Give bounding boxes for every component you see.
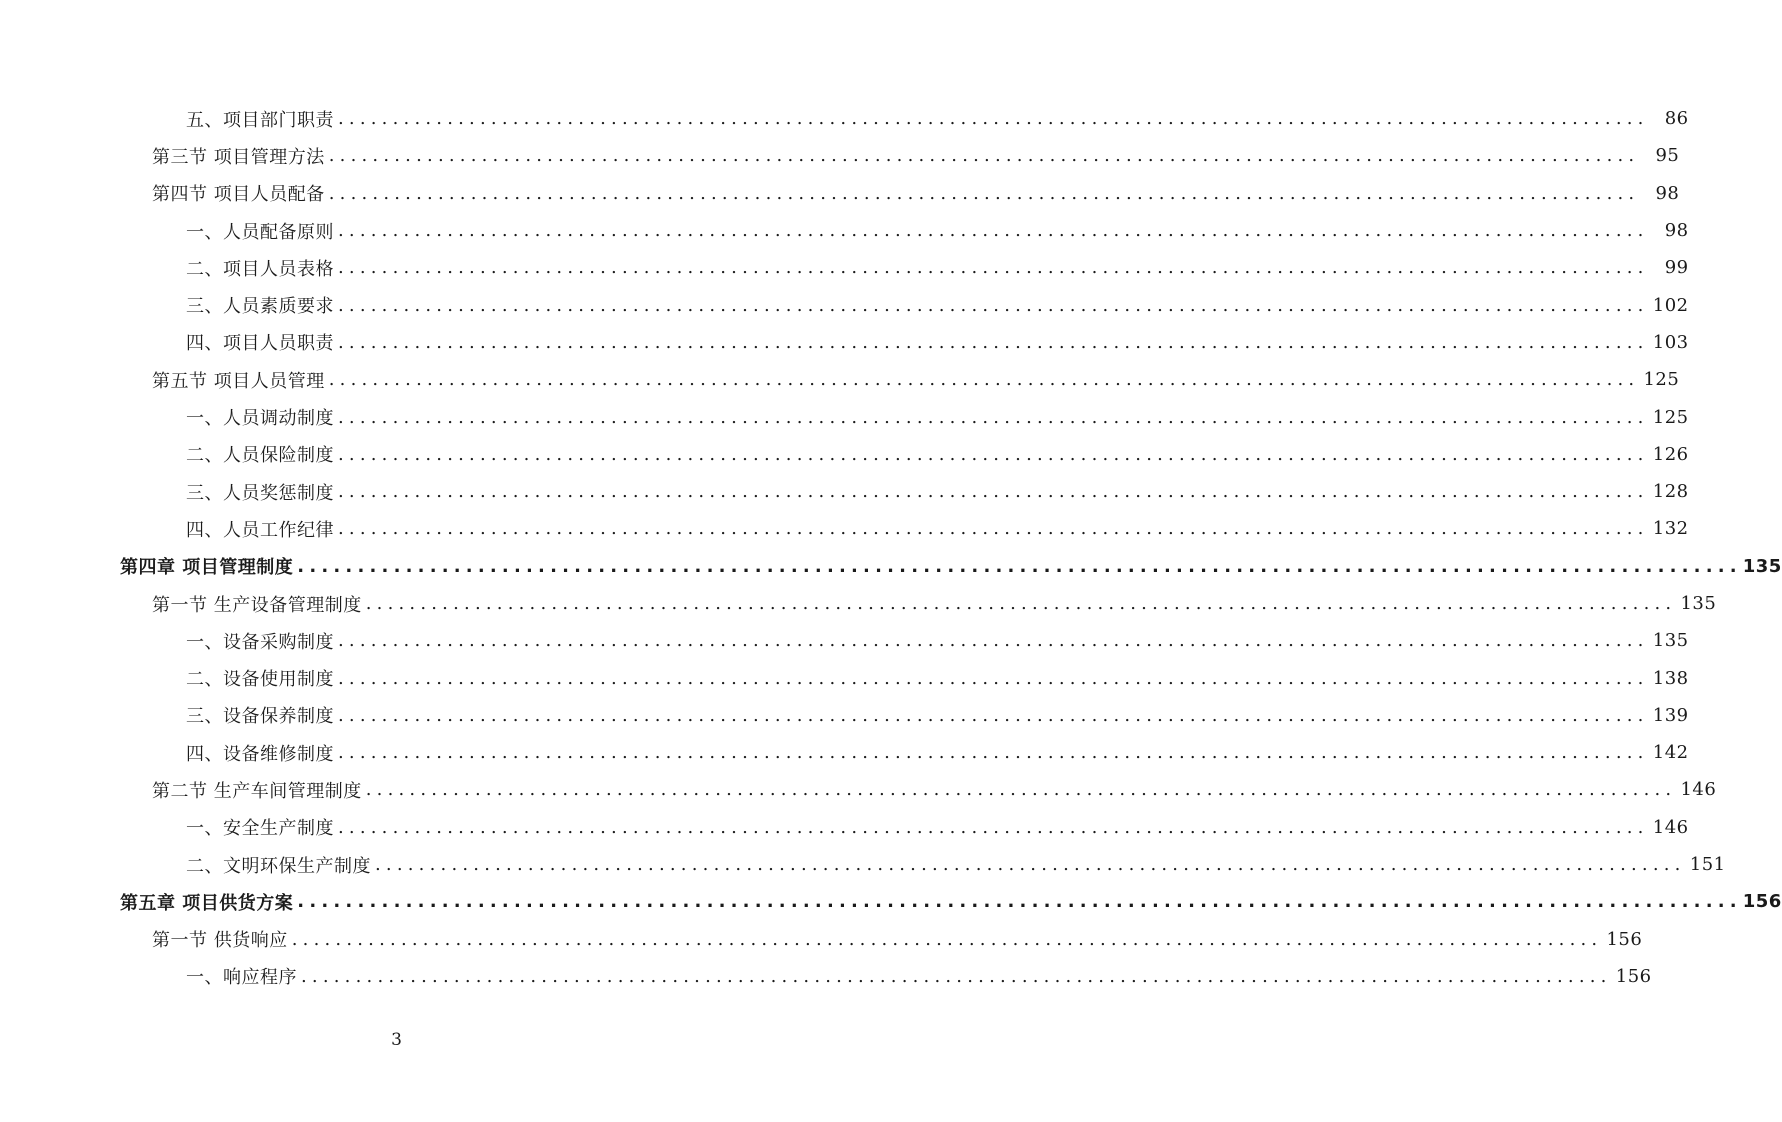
toc-entry-page: 86 [1664,108,1689,130]
toc-entry-title: 四、项目人员职责 [186,333,334,355]
toc-entry-title: 三、人员奖惩制度 [186,482,334,504]
page-number: 3 [391,1030,402,1050]
toc-entry-page: 98 [1664,220,1689,242]
toc-dot-leader: ........................................................................................................................ [328,369,1640,391]
toc-dot-leader: ........................................................................................................................ [338,294,1649,316]
toc-entry-page: 135 [1680,593,1717,614]
toc-entry[interactable] [0,473,1689,510]
toc-entry[interactable] [0,510,1689,547]
toc-entry-page: 151 [1689,854,1726,876]
toc-dot-leader: ........................................................................................................................ [301,965,1612,987]
toc-entry[interactable] [0,100,1689,137]
toc-entry-page: 102 [1652,294,1689,316]
toc-entry-page: 156 [1606,928,1643,950]
toc-entry[interactable] [0,771,1717,808]
toc-entry[interactable] [0,883,1782,920]
toc-entry[interactable] [0,846,1726,883]
toc-entry-title: 二、文明环保生产制度 [186,855,371,877]
toc-entry-page: 156 [1615,965,1652,987]
toc-entry[interactable] [0,958,1652,995]
toc-entry-title: 五、项目部门职责 [186,109,334,131]
toc-dot-leader: ........................................................................................................................ [338,518,1649,540]
toc-dot-leader: ........................................................................................................................ [338,331,1649,353]
toc-dot-leader: ........................................................................................................................ [338,257,1649,279]
toc-entry-title: 第四章 项目管理制度 [120,557,294,579]
toc-dot-leader: ........................................................................................................................ [338,816,1649,838]
toc-entry[interactable] [0,585,1717,622]
toc-entry-title: 第一节 供货响应 [152,930,288,952]
toc-dot-leader: ........................................................................................................................ [365,779,1677,801]
toc-entry[interactable] [0,548,1782,585]
toc-entry-page: 98 [1655,182,1680,204]
toc-entry-title: 一、设备采购制度 [186,631,334,653]
toc-entry-title: 四、人员工作纪律 [186,519,334,541]
toc-entry[interactable] [0,249,1689,286]
toc-entry-page: 103 [1652,331,1689,353]
toc-entry-title: 第五节 项目人员管理 [152,370,325,392]
toc-entry-page: 139 [1652,704,1689,726]
toc-entry[interactable] [0,324,1689,361]
toc-entry-title: 三、人员素质要求 [186,296,334,318]
toc-entry-page: 135 [1652,630,1689,652]
toc-entry[interactable] [0,175,1680,212]
toc-entry-title: 第一节 生产设备管理制度 [152,594,362,616]
toc-entry-title: 第五章 项目供货方案 [120,892,294,914]
toc-dot-leader: ........................................................................................................................ [297,891,1742,913]
toc-entry-page: 126 [1652,443,1689,465]
toc-dot-leader: ........................................................................................................................ [338,630,1649,652]
toc-dot-leader: ........................................................................................................................ [291,928,1603,950]
toc-entry[interactable] [0,361,1680,398]
toc-entry-page: 146 [1652,816,1689,838]
toc-dot-leader: ........................................................................................................................ [375,854,1686,876]
toc-dot-leader: ........................................................................................................................ [338,667,1649,689]
toc-entry[interactable] [0,286,1689,323]
toc-entry-page: 132 [1652,518,1689,540]
toc-entry-page: 135 [1742,555,1782,577]
toc-entry-page: 138 [1652,667,1689,689]
toc-entry-page: 128 [1652,481,1689,503]
toc-dot-leader: ........................................................................................................................ [338,481,1649,503]
toc-entry-page: 146 [1680,779,1717,801]
toc-entry-title: 四、设备维修制度 [186,743,334,765]
toc-dot-leader: ........................................................................................................................ [328,145,1640,167]
toc-entry-title: 一、人员调动制度 [186,408,334,430]
toc-entry-title: 二、设备使用制度 [186,669,334,691]
toc-entry[interactable] [0,436,1689,473]
toc-entry-page: 125 [1643,369,1680,391]
toc-dot-leader: ........................................................................................................................ [338,108,1649,130]
toc-entry[interactable] [0,137,1680,174]
toc-entry-page: 125 [1652,406,1689,428]
toc-entry-title: 二、人员保险制度 [186,445,334,467]
toc-entry-title: 第四节 项目人员配备 [152,184,325,206]
toc-entry[interactable] [0,398,1689,435]
toc-entry[interactable] [0,212,1689,249]
toc-dot-leader: ........................................................................................................................ [338,406,1649,428]
toc-dot-leader: ........................................................................................................................ [328,182,1640,204]
toc-entry-title: 一、安全生产制度 [186,818,334,840]
toc-entry[interactable] [0,697,1689,734]
toc-entry-title: 一、人员配备原则 [186,221,334,243]
toc-entry-page: 142 [1652,742,1689,764]
toc-dot-leader: ........................................................................................................................ [338,443,1649,465]
toc-entry-title: 第三节 项目管理方法 [152,146,325,168]
toc-entry-title: 一、响应程序 [186,967,297,989]
toc-entry[interactable] [0,622,1689,659]
toc-entry[interactable] [0,659,1689,696]
toc-entry[interactable] [0,809,1689,846]
toc-entry-page: 99 [1664,257,1689,279]
toc-entry[interactable] [0,734,1689,771]
table-of-contents [0,100,1782,995]
toc-dot-leader: ........................................................................................................................ [338,742,1649,764]
toc-entry-title: 第二节 生产车间管理制度 [152,780,362,802]
toc-entry-title: 二、项目人员表格 [186,258,334,280]
toc-dot-leader: ........................................................................................................................ [297,555,1742,577]
toc-entry[interactable] [0,921,1643,958]
toc-entry-page: 95 [1655,145,1680,167]
toc-dot-leader: ........................................................................................................................ [338,704,1649,726]
toc-entry-page: 156 [1742,891,1782,913]
toc-dot-leader: ........................................................................................................................ [365,593,1677,614]
toc-entry-title: 三、设备保养制度 [186,706,334,728]
toc-dot-leader: ........................................................................................................................ [338,220,1649,242]
